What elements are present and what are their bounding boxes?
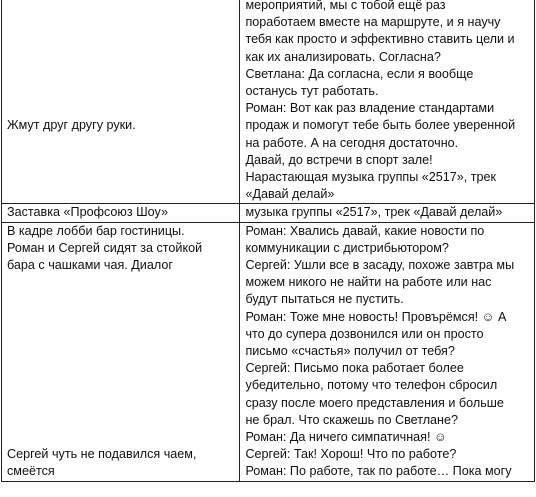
table-row — [2, 204, 535, 222]
action-line — [7, 309, 236, 326]
action-line — [7, 326, 236, 343]
action-line — [7, 14, 236, 31]
action-line — [7, 343, 236, 360]
table-row — [2, 222, 535, 481]
dialogue-line: как их анализировать. Согласна? — [245, 49, 441, 64]
dialogue-line: Сергей: Ушли все в засаду, похоже завтра мы — [245, 258, 515, 273]
dialogue-line: Сергей: Письмо пока работает более — [245, 361, 464, 376]
dialogue-line: Светлана: Да согласна, если я вообще — [245, 66, 474, 81]
action-line: бара с чашками чая. Диалог — [7, 258, 173, 273]
action-cell — [2, 222, 240, 481]
action-line — [7, 360, 236, 377]
action-line — [7, 100, 236, 117]
action-line: Заставка «Профсоюз Шоу» — [7, 205, 168, 220]
action-line — [7, 0, 236, 14]
dialogue-line: коммуникации с дистрибьютором? — [245, 240, 449, 255]
script-table — [1, 0, 535, 482]
dialogue-line: убедительно, потому что телефон сбросил — [245, 378, 498, 393]
dialogue-line: продаж и помогут тебе быть более уверенной — [245, 118, 516, 133]
dialogue-line: на работе. А на сегодня достаточно. — [245, 135, 459, 150]
action-line: Жмут друг другу руки. — [7, 118, 136, 133]
dialogue-cell — [240, 204, 535, 222]
dialogue-line: останусь тут работать. — [245, 84, 379, 99]
dialogue-line: письмо «счастья» получил от тебя? — [245, 344, 455, 359]
dialogue-line: не брал. Что скажешь по Светлане? — [245, 412, 459, 427]
action-line: Роман и Сергей сидят за стойкой — [7, 240, 203, 255]
script-table-body — [2, 0, 535, 481]
dialogue-line: Роман: Да ничего симпатичная! ☺ — [245, 430, 447, 445]
dialogue-line: Сергей: Так! Хорош! Что по работе? — [245, 447, 457, 462]
dialogue-line: поработаем вместе на маршруте, и я научу — [245, 15, 501, 30]
dialogue-cell — [240, 0, 535, 204]
action-line — [7, 66, 236, 83]
action-line — [7, 377, 236, 394]
dialogue-line: Давай, до встречи в спорт зале! — [245, 152, 433, 167]
action-cell — [2, 0, 240, 204]
dialogue-line: Роман: По работе, так по работе… Пока могу — [245, 464, 512, 479]
action-line — [7, 31, 236, 48]
action-line: Сергей чуть не подавился чаем, — [7, 447, 197, 462]
action-line — [7, 395, 236, 412]
dialogue-line: Нарастающая музыка группы «2517», трек — [245, 170, 497, 185]
action-line — [7, 412, 236, 429]
dialogue-line: мероприятий, мы с тобой ещё раз — [245, 0, 446, 12]
dialogue-line: сразу после моего представления и больше — [245, 395, 504, 410]
action-line — [7, 274, 236, 291]
action-line — [7, 83, 236, 100]
dialogue-line: можем никого не найти на работе или нас — [245, 275, 492, 290]
table-row — [2, 0, 535, 204]
dialogue-cell — [240, 222, 535, 481]
dialogue-line: тебя как просто и эффективно ставить цели и — [245, 32, 515, 47]
action-line — [7, 49, 236, 66]
dialogue-line: музыка группы «2517», трек «Давай делай» — [245, 205, 503, 220]
dialogue-line: «Давай делай» — [245, 187, 335, 202]
action-line — [7, 429, 236, 446]
dialogue-line: Роман: Хвались давай, какие новости по — [245, 223, 485, 238]
action-line: смеётся — [7, 464, 55, 479]
action-line — [7, 291, 236, 308]
dialogue-line: Роман: Тоже мне новость! Провърёмся! ☺ А — [245, 309, 507, 324]
dialogue-line: что до супера дозвонился или он просто — [245, 326, 484, 341]
action-line: В кадре лобби бар гостиницы. — [7, 223, 185, 238]
action-cell — [2, 204, 240, 222]
dialogue-line: будут пытаться не пустить. — [245, 292, 404, 307]
dialogue-line: Роман: Вот как раз владение стандартами — [245, 101, 495, 116]
